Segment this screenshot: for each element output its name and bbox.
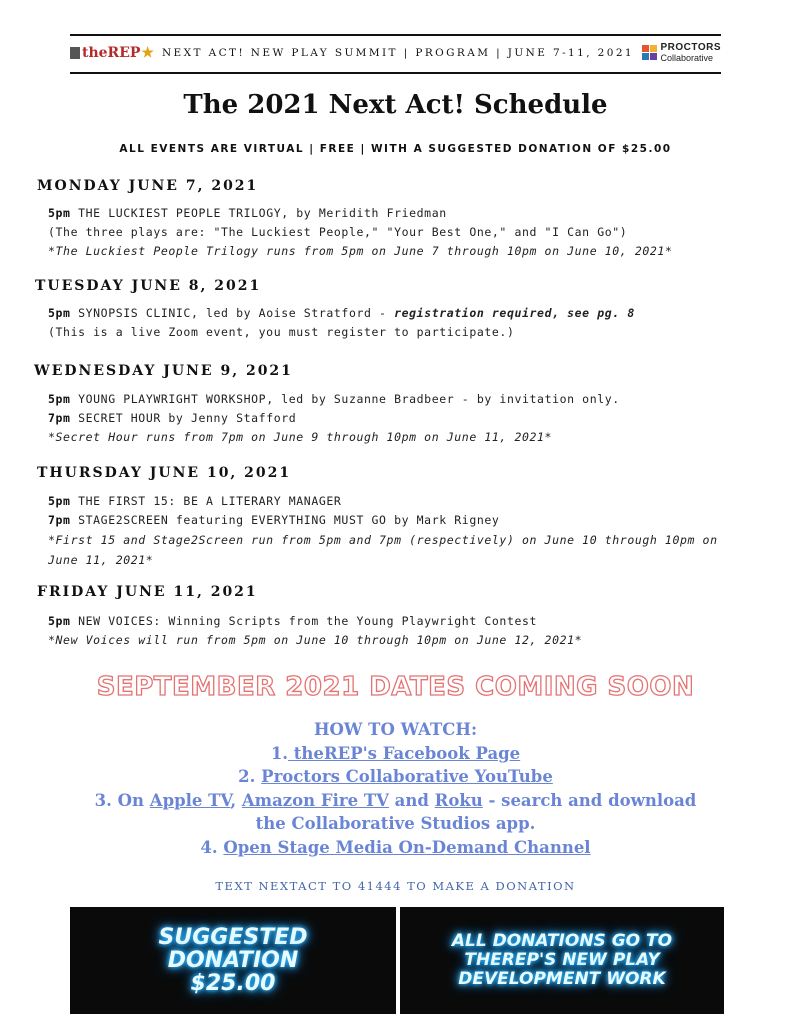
youtube-link[interactable]: Proctors Collaborative YouTube <box>261 767 553 786</box>
schedule-note: *Secret Hour runs from 7pm on June 9 through 10pm on June 11, 2021* <box>48 430 553 444</box>
apple-tv-link[interactable]: Apple TV <box>149 790 231 810</box>
proctors-logo-line1: PROCTORS <box>660 42 721 53</box>
schedule-line: 5pm SYNOPSIS CLINIC, led by Aoise Stratford - registration required, see pg. 8 <box>48 306 635 320</box>
how-to-watch: HOW TO WATCH: 1. theREP's Facebook Page 2. Proctors Collaborative YouTube 3. On Apple TV, Amazon Fire TV and Roku - search and download the Collaborative Studios app. 4. Open Stage Media On-Demand Channel <box>0 718 791 859</box>
day-heading-monday: MONDAY JUNE 7, 2021 <box>37 178 259 194</box>
how-to-watch-heading: HOW TO WATCH: <box>313 720 478 739</box>
schedule-line: (The three plays are: "The Luckiest People," "Your Best One," and "I Can Go") <box>48 225 628 239</box>
day-heading-wednesday: WEDNESDAY JUNE 9, 2021 <box>34 363 293 379</box>
schedule-line: 5pm YOUNG PLAYWRIGHT WORKSHOP, led by Suzanne Bradbeer - by invitation only. <box>48 392 620 406</box>
page-subtitle: ALL EVENTS ARE VIRTUAL | FREE | WITH A SUGGESTED DONATION OF $25.00 <box>119 143 672 155</box>
proctors-logo <box>642 43 722 63</box>
suggested-donation-banner: SUGGESTED DONATION $25.00 <box>70 907 396 1014</box>
proctors-logo-icon <box>642 45 658 61</box>
therep-logo <box>70 45 154 61</box>
schedule-note: *First 15 and Stage2Screen run from 5pm and 7pm (respectively) on June 10 through 10pm on June 11, 2021* <box>48 533 718 567</box>
schedule-note: *The Luckiest People Trilogy runs from 5pm on June 7 through 10pm on June 10, 2021* <box>48 244 673 258</box>
therep-logo-icon <box>70 47 80 59</box>
donations-purpose-banner: ALL DONATIONS GO TO THEREP'S NEW PLAY DEVELOPMENT WORK <box>400 907 724 1014</box>
day-heading-friday: FRIDAY JUNE 11, 2021 <box>37 584 258 600</box>
roku-link[interactable]: Roku <box>434 790 483 810</box>
schedule-line: 5pm THE LUCKIEST PEOPLE TRILOGY, by Meridith Friedman <box>48 206 447 220</box>
schedule-line: 5pm NEW VOICES: Winning Scripts from the Young Playwright Contest <box>48 614 538 628</box>
therep-logo-text: theREP <box>82 45 141 61</box>
day-heading-tuesday: TUESDAY JUNE 8, 2021 <box>35 278 262 294</box>
schedule-line: 7pm SECRET HOUR by Jenny Stafford <box>48 411 297 425</box>
proctors-logo-line2: Collaborative <box>660 53 714 63</box>
text-donation-instructions: TEXT NEXTACT TO 41444 TO MAKE A DONATION <box>215 879 576 893</box>
page-title: The 2021 Next Act! Schedule <box>183 90 608 120</box>
schedule-line: 5pm THE FIRST 15: BE A LITERARY MANAGER <box>48 494 342 508</box>
schedule-line: 7pm STAGE2SCREEN featuring EVERYTHING MUST GO by Mark Rigney <box>48 513 500 527</box>
page-header <box>70 38 721 68</box>
amazon-fire-tv-link[interactable]: Amazon Fire TV <box>241 790 389 810</box>
schedule-line: (This is a live Zoom event, you must register to participate.) <box>48 325 515 339</box>
schedule-note: *New Voices will run from 5pm on June 10 through 10pm on June 12, 2021* <box>48 633 583 647</box>
top-rule <box>70 34 721 36</box>
header-rule <box>70 72 721 74</box>
header-text: NEXT ACT! NEW PLAY SUMMIT | PROGRAM | JUNE 7-11, 2021 <box>161 47 635 59</box>
day-heading-thursday: THURSDAY JUNE 10, 2021 <box>37 465 292 481</box>
facebook-page-link[interactable]: theREP's Facebook Page <box>288 743 521 763</box>
star-icon: ★ <box>141 45 154 61</box>
open-stage-media-link[interactable]: Open Stage Media On-Demand Channel <box>223 837 591 857</box>
september-dates-banner: SEPTEMBER 2021 DATES COMING SOON <box>96 672 695 702</box>
